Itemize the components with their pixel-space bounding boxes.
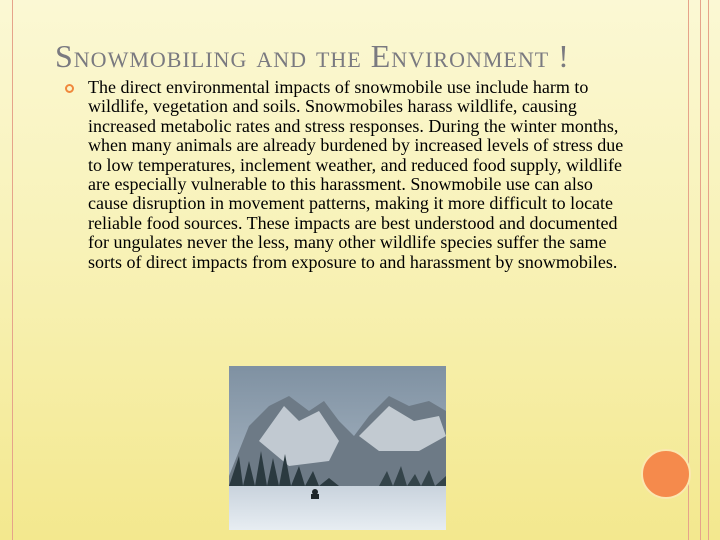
snowy-mountain-photo	[229, 366, 446, 530]
frame-line-right	[700, 0, 701, 540]
bullet-icon	[65, 84, 74, 93]
frame-line-left	[12, 0, 13, 540]
decorative-circle	[641, 449, 691, 499]
slide-title: Snowmobiling and the Environment !	[55, 38, 570, 74]
slide-body-text: The direct environmental impacts of snowmobile use include harm to wildlife, vegetation and soils. Snowmobiles harass wildlife, causing increased metabolic rates and stress responses. During the winter months, when many animals are already burdened by increased levels of stress due to low temperatures, inclement weather, and reduced food supply, wildlife are especially vulnerable to this harassment. Snowmobile use can also cause disruption in movement patterns, making it more difficult to locate reliable food sources. These impacts are best understood and documented for ungulates never the less, many other wildlife species suffer the same sorts of direct impacts from exposure to and harassment by snowmobiles.	[88, 77, 624, 272]
frame-line-right	[688, 0, 689, 540]
frame-line-right	[708, 0, 709, 540]
